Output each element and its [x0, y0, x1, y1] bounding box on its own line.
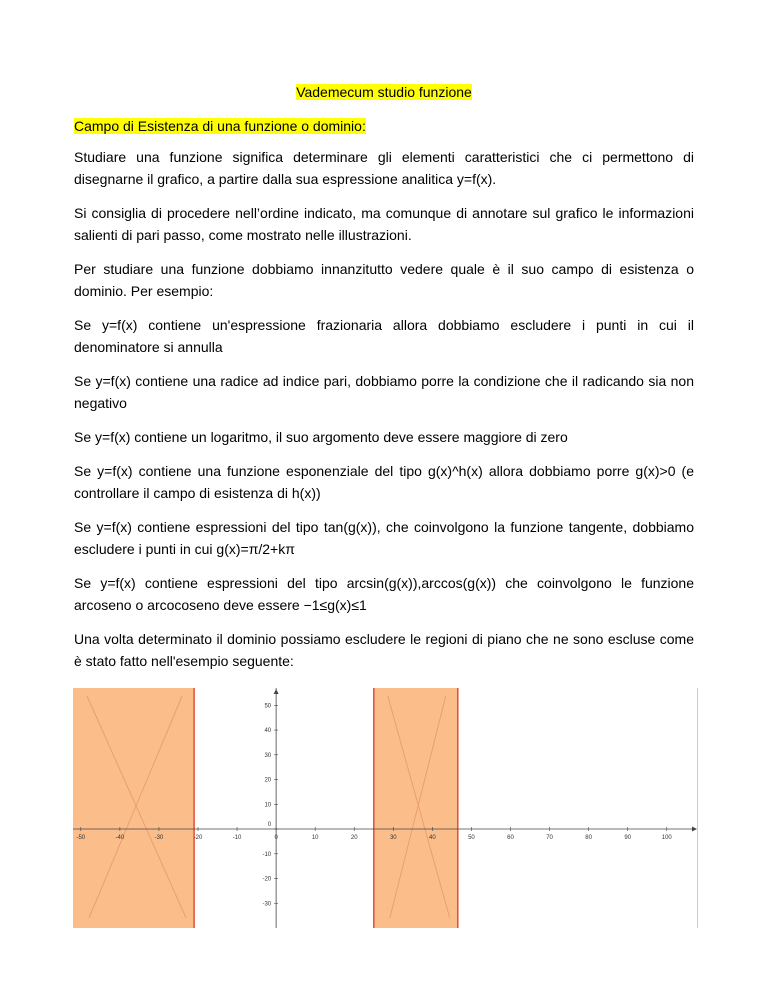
y-tick-label-3: 20 [264, 777, 272, 784]
y-tick-label-7: -20 [262, 876, 272, 883]
paragraph-exponential: Se y=f(x) contiene una funzione esponenziale del tipo g(x)^h(x) allora dobbiamo porre g(x)>0 (e controllare il campo di esistenza di h(x)) [74, 463, 694, 501]
document-title [0, 84, 768, 100]
x-tick-label-11: 60 [507, 835, 514, 842]
x-tick-label-7: 20 [350, 835, 358, 842]
excluded-region-1 [374, 688, 458, 928]
graph-svg [73, 688, 698, 928]
x-tick-label-6: 10 [311, 835, 319, 842]
paragraph-domain: Per studiare una funzione dobbiamo innanzitutto vedere quale è il suo campo di esistenza o dominio. Per esempio: [74, 261, 694, 299]
y-tick-label-6: -10 [262, 851, 272, 858]
x-tick-label-14: 90 [624, 835, 632, 842]
y-tick-label-8: -30 [262, 901, 272, 908]
paragraph-arcsin: Se y=f(x) contiene espressioni del tipo arcsin(g(x)),arccos(g(x)) che coinvolgono le funzione arcoseno o arcocoseno deve essere −1≤g(x)≤1 [74, 575, 694, 613]
x-tick-label-13: 80 [585, 835, 592, 842]
y-axis-arrow [274, 689, 279, 694]
x-tick-label-15: 100 [661, 835, 672, 842]
y-tick-label-5: 0 [267, 822, 272, 829]
paragraph-fraction: Se y=f(x) contiene un'espressione frazionaria allora dobbiamo escludere i punti in cui il denominatore si annulla [74, 317, 694, 355]
paragraph-log: Se y=f(x) contiene un logaritmo, il suo argomento deve essere maggiore di zero [74, 429, 568, 445]
section-heading-text: Campo di Esistenza di una funzione o dominio: [74, 118, 366, 134]
x-tick-label-5: 0 [274, 835, 278, 842]
x-tick-label-1: -40 [115, 835, 125, 842]
domain-graph [73, 688, 698, 928]
y-tick-label-1: 40 [264, 728, 272, 735]
paragraph-tangent: Se y=f(x) contiene espressioni del tipo tan(g(x)), che coinvolgono la funzione tangente, dobbiamo escludere i punti in cui g(x)=π/2+kπ [74, 519, 694, 557]
x-tick-label-12: 70 [546, 835, 553, 842]
y-tick-label-0: 50 [264, 703, 272, 710]
section-heading [74, 118, 366, 134]
x-tick-label-3: -20 [193, 835, 203, 842]
y-tick-label-4: 10 [264, 802, 272, 809]
excluded-region-0 [73, 688, 194, 928]
x-axis-arrow [692, 827, 697, 832]
x-tick-label-8: 30 [389, 835, 397, 842]
x-tick-label-9: 40 [429, 835, 436, 842]
y-tick-label-2: 30 [264, 752, 272, 759]
document-title-text: Vademecum studio funzione [296, 84, 472, 100]
paragraph-intro: Studiare una funzione significa determinare gli elementi caratteristici che ci permettono di disegnarne il grafico, a partire dalla sua espressione analitica y=f(x). [74, 149, 694, 187]
paragraph-conclusion: Una volta determinato il dominio possiamo escludere le regioni di piano che ne sono escluse come è stato fatto nell'esempio seguente: [74, 631, 694, 669]
paragraph-advice: Si consiglia di procedere nell’ordine indicato, ma comunque di annotare sul grafico le informazioni salienti di pari passo, come mostrato nelle illustrazioni. [74, 205, 694, 243]
x-tick-label-2: -30 [154, 835, 164, 842]
paragraph-root: Se y=f(x) contiene una radice ad indice pari, dobbiamo porre la condizione che il radicando sia non negativo [74, 373, 694, 411]
x-tick-label-0: -50 [76, 835, 86, 842]
x-tick-label-10: 50 [468, 835, 475, 842]
x-tick-label-4: -10 [232, 835, 242, 842]
